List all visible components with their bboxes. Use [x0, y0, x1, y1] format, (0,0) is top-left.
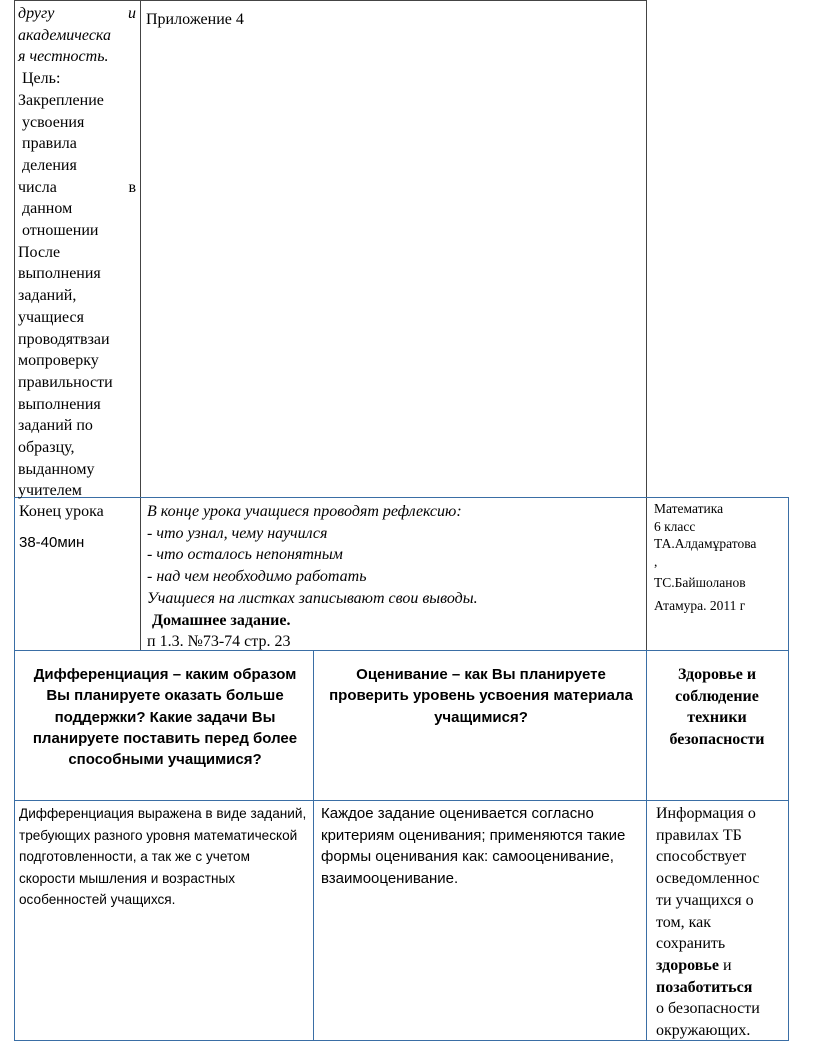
safety-line-text: окружающих.	[656, 1022, 751, 1040]
goal-line: учителем	[18, 482, 82, 500]
content-safety	[656, 803, 786, 1042]
resources-cell	[654, 500, 786, 614]
safety-line	[656, 998, 786, 1020]
goal-line: отношении	[18, 222, 99, 240]
header-safety-text: Здоровье и соблюдение техники безопасности	[669, 666, 765, 748]
safety-line-text: ти учащихся о	[656, 891, 754, 909]
goal-line: выполнения	[18, 395, 101, 413]
reflection-line: - что осталось непонятным	[147, 546, 343, 564]
header-assessment-text: Оценивание – как Вы планируете проверить уровень усвоения материала учащимися?	[329, 666, 633, 726]
safety-line	[656, 955, 786, 977]
safety-line-text: позаботиться	[656, 978, 753, 996]
goal-line: Цель:	[18, 70, 61, 88]
content-differentiation-text: Дифференциация выражена в виде заданий, требующих разного уровня математической подготовленности, а так же с учетом скорости мышления и возрастных особенностей учащихся.	[19, 806, 307, 908]
homework-text: п 1.3. №73-74 стр. 23	[147, 633, 291, 651]
appendix-label: Приложение 4	[146, 11, 244, 28]
reflection-line: - что узнал, чему научился	[147, 524, 328, 542]
table-border-right-top	[646, 0, 647, 651]
goal-line: мопроверку	[18, 352, 99, 370]
safety-line-text: Информация о	[656, 805, 756, 822]
safety-line-text: сохранить	[656, 935, 726, 953]
safety-line-text: правилах ТБ	[656, 826, 742, 844]
safety-line	[656, 933, 786, 955]
reflection-cell	[147, 501, 642, 653]
resource-line: 6 класс	[654, 518, 696, 534]
safety-line	[656, 846, 786, 868]
safety-line-text: осведомленнос	[656, 870, 760, 888]
safety-line	[656, 977, 786, 999]
homework-title: Домашнее задание.	[152, 611, 291, 629]
goal-line: заданий,	[18, 287, 77, 305]
safety-line-text: способствует	[656, 848, 747, 866]
appendix-cell	[146, 9, 546, 31]
goal-line: правила	[18, 135, 77, 153]
safety-line	[656, 803, 786, 825]
safety-line	[656, 912, 786, 934]
content-differentiation	[19, 803, 309, 911]
stage-cell	[19, 501, 137, 553]
stage-label: Конец урока	[19, 503, 104, 520]
safety-line	[656, 1020, 786, 1042]
header-differentiation	[22, 664, 308, 770]
safety-line	[656, 825, 786, 847]
row-divider-content	[14, 800, 789, 801]
table-border-left-mid	[14, 497, 15, 1041]
goal-line: данном	[18, 200, 73, 218]
reflection-text	[147, 501, 642, 610]
content-assessment-text: Каждое задание оценивается согласно критериям оценивания; применяются такие формы оценивания как: самооценивание, взаимооценивание.	[321, 805, 626, 887]
goal-line: академическа	[18, 26, 111, 44]
header-assessment	[322, 664, 640, 728]
resource-line: ,	[654, 553, 658, 569]
resource-line: Атамура. 2011 г	[654, 597, 746, 613]
table-border-right	[788, 497, 789, 1041]
resource-line: ТС.Байшоланов	[654, 575, 746, 590]
goal-line: образцу,	[18, 439, 75, 457]
goal-cell	[18, 3, 136, 502]
safety-line-text: том, как	[656, 913, 712, 931]
goal-line: числа в	[18, 178, 136, 196]
column-divider-top	[140, 0, 141, 651]
column-divider-diff	[313, 650, 314, 1041]
table-border-top	[14, 0, 647, 1]
goal-line: учащиеся	[18, 308, 84, 326]
goal-line: Закрепление	[18, 91, 104, 109]
goal-line: После	[18, 243, 61, 261]
reflection-line: - над чем необходимо работать	[147, 568, 367, 586]
goal-line: заданий по	[18, 417, 93, 435]
goal-line: усвоения	[18, 113, 85, 131]
resource-line: Математика	[654, 501, 724, 516]
goal-line: деления	[18, 156, 77, 174]
column-divider-assess	[646, 650, 647, 1041]
reflection-line: В конце урока учащиеся проводят рефлексию:	[147, 503, 462, 520]
goal-line: выполнения	[18, 265, 101, 283]
safety-line	[656, 868, 786, 890]
goal-line: я честность.	[18, 48, 109, 66]
goal-line: другу и	[18, 5, 136, 22]
goal-line: правильности	[18, 373, 113, 391]
header-safety	[650, 664, 784, 750]
safety-line-text: здоровье	[656, 956, 719, 974]
safety-line-text: о безопасности	[656, 1000, 760, 1018]
stage-time: 38-40мин	[19, 533, 85, 551]
safety-line	[656, 890, 786, 912]
content-assessment	[321, 803, 631, 889]
safety-line-tail: и	[718, 956, 732, 974]
goal-line: выданному	[18, 460, 95, 478]
resource-line: ТА.Алдамұратова	[654, 536, 757, 551]
table-border-left-top	[14, 0, 15, 498]
goal-line: проводятвзаи	[18, 330, 110, 348]
header-differentiation-text: Дифференциация – каким образом Вы планируете оказать больше поддержки? Какие задачи Вы планируете поставить перед более способными учащимися?	[32, 666, 298, 769]
reflection-line: Учащиеся на листках записывают свои выводы.	[147, 589, 478, 607]
